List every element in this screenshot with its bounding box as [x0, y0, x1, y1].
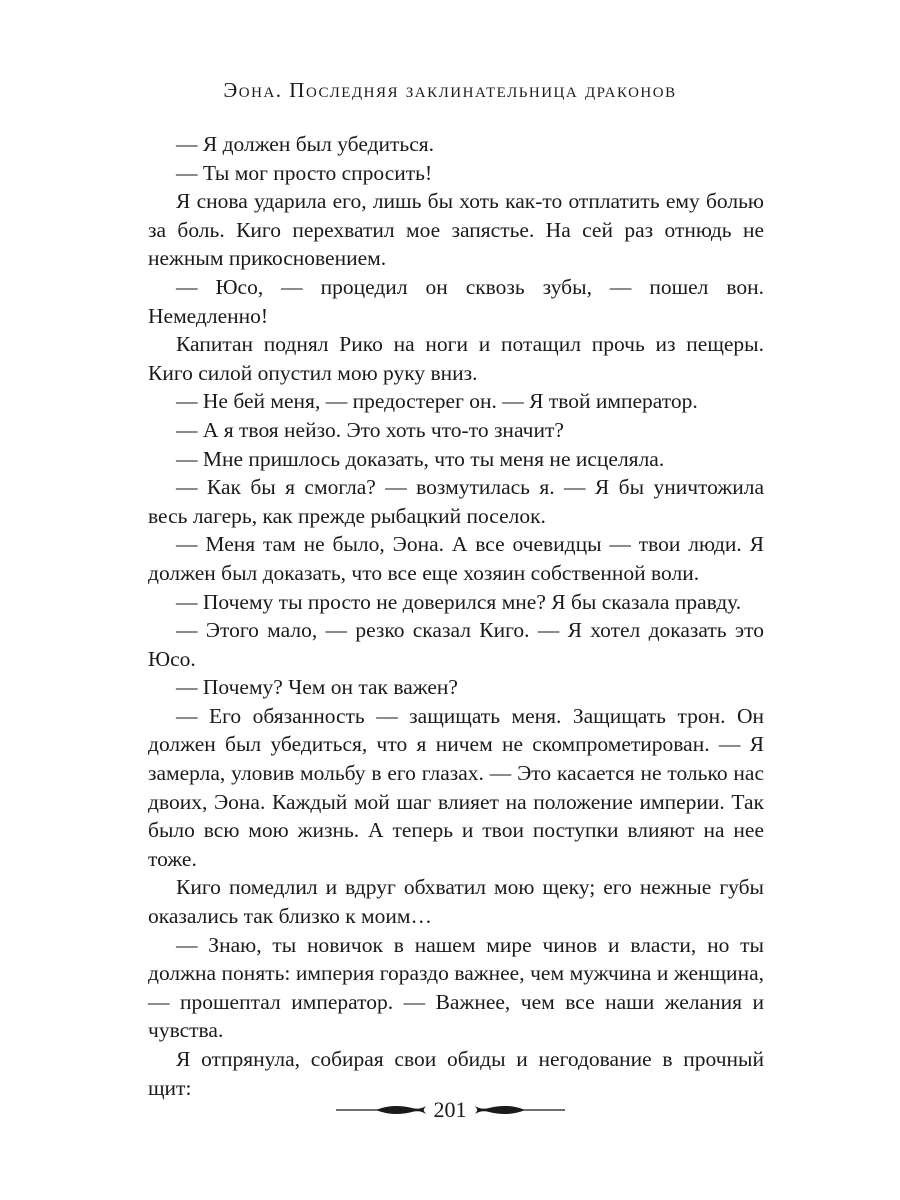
paragraph: — Этого мало, — резко сказал Киго. — Я хотел доказать это Юсо.	[148, 618, 764, 671]
paragraph: — Почему? Чем он так важен?	[176, 675, 458, 700]
paragraph: — Меня там не было, Эона. А все очевидцы — твои люди. Я должен был доказать, что все еще хозяин собственной воли.	[148, 532, 764, 585]
paragraph: Я снова ударила его, лишь бы хоть как-то отплатить ему болью за боль. Киго перехватил мое запястье. На сей раз отнюдь не нежным прикосновением.	[148, 189, 764, 271]
left-ornament-icon	[336, 1103, 428, 1117]
paragraph: — Знаю, ты новичок в нашем мире чинов и власти, но ты должна понять: империя гораздо важнее, чем мужчина и женщина, — прошептал император. — Важнее, чем все наши желания и чувства.	[148, 932, 764, 1043]
paragraph: — Юсо, — процедил он сквозь зубы, — пошел вон. Немедленно!	[148, 274, 764, 328]
right-ornament-icon	[473, 1103, 565, 1117]
page-number: 201	[433, 1097, 467, 1122]
paragraph: — Его обязанность — защищать меня. Защищать трон. Он должен был убедиться, что я ничем не скомпрометирован. — Я замерла, уловив мольбу в его глазах. — Это касается не только нас двоих, Эона. Каждый мой шаг влияет на положение империи. Так было всю мою жизнь. А теперь и твои поступки влияют на нее тоже.	[148, 703, 764, 871]
paragraph: — Почему ты просто не доверился мне? Я бы сказала правду.	[176, 589, 742, 614]
paragraph: — Я должен был убедиться.	[176, 132, 435, 156]
paragraph: Киго помедлил и вдруг обхватил мою щеку; его нежные губы оказались так близко к моим…	[148, 875, 764, 929]
paragraph: — Как бы я смогла? — возмутилась я. — Я бы уничтожила весь лагерь, как прежде рыбацкий поселок.	[148, 475, 764, 528]
paragraph: — А я твоя нейзо. Это хоть что-то значит?	[176, 417, 564, 442]
page-footer	[0, 1093, 900, 1127]
paragraph: Капитан поднял Рико на ноги и потащил прочь из пещеры. Киго силой опустил мою руку вниз.	[148, 332, 764, 385]
paragraph: Я отпрянула, собирая свои обиды и негодование в прочный щит:	[148, 1047, 764, 1100]
paragraph: — Ты мог просто спросить!	[176, 160, 433, 185]
running-header-title: Эона. Последняя заклинательница драконов	[223, 78, 677, 102]
paragraph: — Не бей меня, — предостерег он. — Я твой император.	[176, 389, 698, 414]
body-text	[148, 130, 764, 1102]
paragraph: — Мне пришлось доказать, что ты меня не исцеляла.	[176, 446, 665, 471]
